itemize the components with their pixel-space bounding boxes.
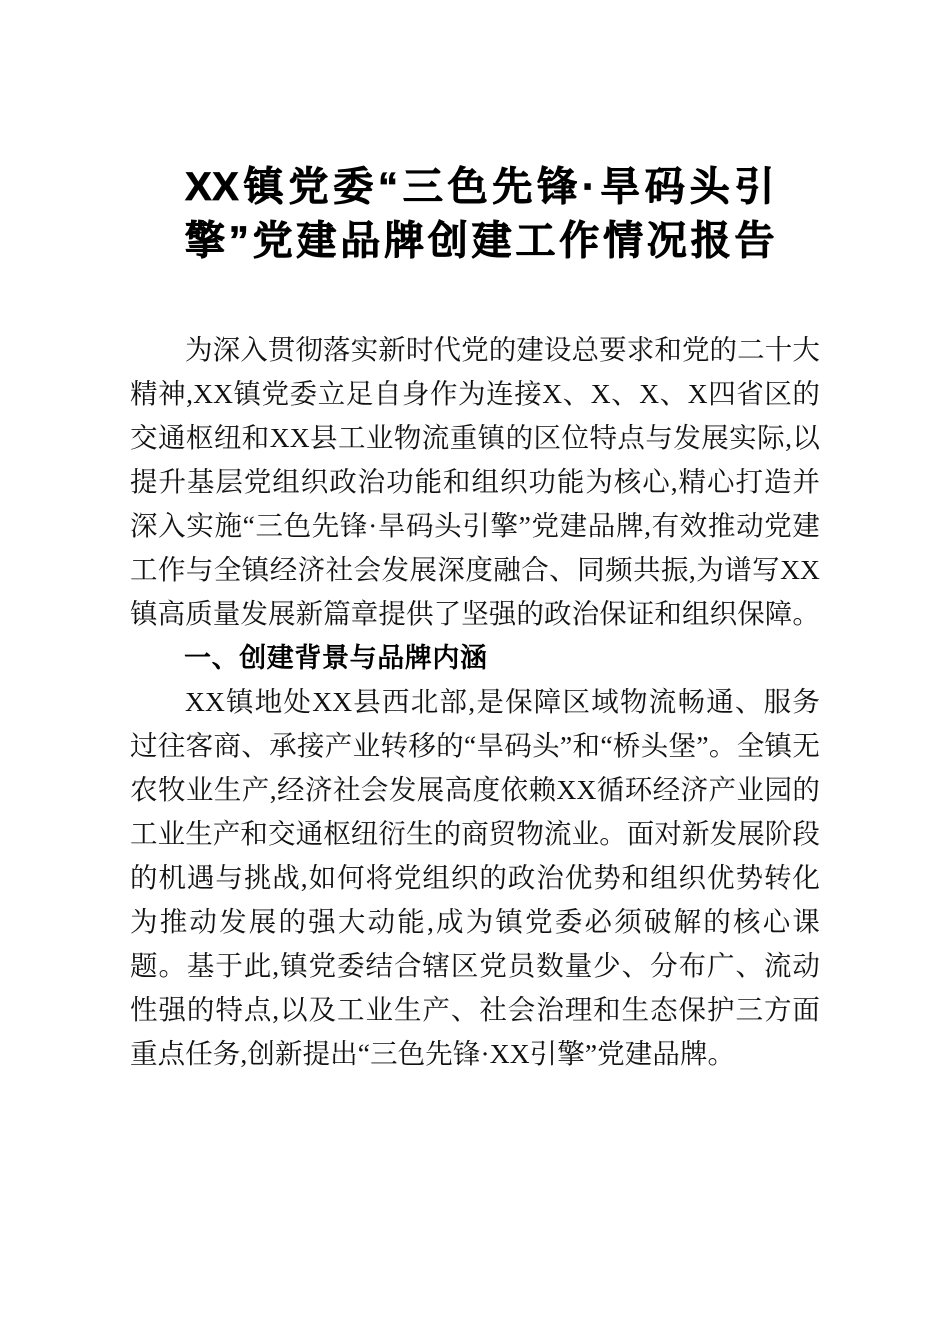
paragraph-background: XX镇地处XX县西北部,是保障区域物流畅通、服务过往客商、承接产业转移的“旱码头”和“桥头堡”。全镇无农牧业生产,经济社会发展高度依赖XX循环经济产业园的工业生产和交通枢纽衍生的商贸物流业。面对新发展阶段的机遇与挑战,如何将党组织的政治优势和组织优势转化为推动发展的强大动能,成为镇党委必须破解的核心课题。基于此,镇党委结合辖区党员数量少、分布广、流动性强的特点,以及工业生产、社会治理和生态保护三方面重点任务,创新提出“三色先锋·XX引擎”党建品牌。 <box>130 686 820 1069</box>
paragraph-block-background <box>130 680 820 1076</box>
document-title-line-2: 擎”党建品牌创建工作情况报告 <box>185 219 775 263</box>
section-heading-1: 一、创建背景与品牌内涵 <box>184 643 488 673</box>
paragraph-intro: 为深入贯彻落实新时代党的建设总要求和党的二十大精神,XX镇党委立足自身作为连接X、X、X、X四省区的交通枢纽和XX县工业物流重镇的区位特点与发展实际,以提升基层党组织政治功能和组织功能为核心,精心打造并深入实施“三色先锋·旱码头引擎”党建品牌,有效推动党建工作与全镇经济社会发展深度融合、同频共振,为谱写XX镇高质量发展新篇章提供了坚强的政治保证和组织保障。 <box>130 334 820 629</box>
document-title-line-1: XX镇党委“三色先锋·旱码头引 <box>185 165 775 209</box>
heading-block-section-1 <box>130 636 820 680</box>
paragraph-block-intro <box>130 328 820 636</box>
document-title <box>185 160 775 268</box>
